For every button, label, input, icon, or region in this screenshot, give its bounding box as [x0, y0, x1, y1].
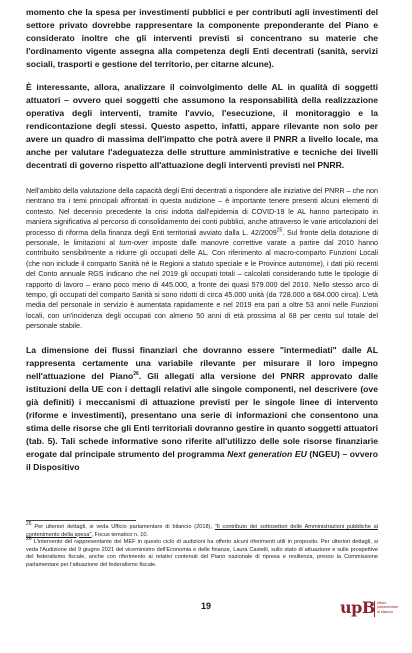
page-number: 19 — [200, 601, 211, 611]
footnote-26: $^{26}$ L'intervento del rappresentante del MEF in questo ciclo di audizioni ha offerto alcuni riferimenti utili in proposito. Per ulteriori dettagli, si veda l'Audizione del 9 giugno 2021 del viceministro dell'Economia e delle finanze, Laura Castelli, sullo stato di attuazione e sulle prospettive del federalismo fiscale, anche con riferimento ai relativi contenuti del Piano nazionale di ripresa e resilienza, presso la Commissione parlamentare per l'attuazione del federalismo fiscale. — [26, 536, 378, 568]
footnote-25: $^{25}$ Per ulteriori dettagli, si veda Ufficio parlamentare di bilancio (2018), "Il contributo dei sottosettori delle Amministrazioni pubbliche al contenimento della spesa", Focus tematico n. 10. — [26, 521, 378, 538]
logo-text: ufficio parlamentare di bilancio — [377, 601, 399, 614]
logo-mark: upB — [340, 598, 375, 617]
footnotes — [26, 521, 378, 570]
paragraph-spending-context: momento che la spesa per investimenti pubblici e per contributi agli investimenti del settore privato dovrebbe rappresentare la componente preponderante del Piano e considerato inoltre che gli interventi previsti si concentrano su materie che l'ordinamento vigente assegna alla competenza degli Enti decentrati (sanità, servizi sociali, trasporti e gestione del territorio, per citarne alcune). — [26, 7, 378, 69]
paragraph-implementing-bodies: È interessante, allora, analizzare il coinvolgimento delle AL in qualità di soggetti attuatori – ovvero quei soggetti che assumono la responsabilità della realizzazione operativa degli interventi, tramite l'avvio, l'esecuzione, il monitoraggio e la rendicontazione degli stessi. Questo aspetto, infatti, appare rilevante non solo per avere un quadro di massima dell'impatto che potrà avere il PNRR a livello locale, ma anche per valutare l'adeguatezza delle strutture amministrative e tecniche dei livelli decentrati di governo rispetto all'attuazione degli interventi previsti nel PNRR. — [26, 82, 378, 170]
upb-logo — [340, 598, 400, 622]
footnote-ref-25[interactable]: 25 — [276, 227, 283, 234]
footnote-ref-26[interactable]: 26 — [133, 370, 139, 377]
paragraph-financial-flows: La dimensione dei flussi finanziari che dovranno essere "intermediati" dalle AL rappresenta certamente una variabile rilevante per misurare il loro impegno nell'attuazione del Piano$^{26}$. Gli allegati alla versione del PNRR approvato dalle istituzioni della UE con i dettagli relativi alle singole componenti, nel descrivere (ove già definiti) i meccanismi di attuazione previsti per le singole linee di intervento (riforme e investimenti), presentano una serie di informazioni che consentono una stima delle risorse che gli Enti territoriali dovranno gestire in quanto soggetti attuatori (tab. 5). Tali schede informative sono riferite all'utilizzo delle sole risorse finanziarie erogate dal principale strumento del programma Next generation EU (NGEU) – ovvero il Dispositivo — [26, 344, 379, 472]
paragraph-context-elements: Nell'ambito della valutazione della capacità degli Enti decentrati a rispondere alle iniziative del PNRR – che non rientrano tra i temi principali affrontati in questa audizione – è importante tenere presenti alcuni elementi di contesto. Nel decennio precedente la crisi indotta dall'epidemia di COVID-19 le AL hanno partecipato in maniera significativa al percorso di consolidamento dei conti pubblici, anche attraverso le varie articolazioni del processo di riforma della finanza degli Enti territoriali avviato dalla L. 42/2009$^{25}$. Sul fronte della dotazione di personale, le limitazioni al turn-over imposte dalle manovre correttive varate a partire dal 2010 hanno contribuito sensibilmente a ridurre gli occupati delle AL. Con riferimento al macro-comparto Funzioni Locali (che non include il comparto Sanità né le Regioni a statuto speciale e le Province autonome), i dati più recenti del Conto annuale RGS indicano che nel 2019 gli occupati totali – calcolati considerando tutte le tipologie di rapporto di lavoro – erano poco meno di 445.000, a fronte dei quasi 579.000 del 2010. Nello stesso arco di tempo, gli occupati del comparto Sanità si sono ridotti di circa 45.000 unità (da 728.000 a 684.000 circa). L'età media del personale in servizio è aumentata rapidamente e nel 2019 era pari a oltre 53 anni nelle Funzioni locali, con un'incidenza degli occupati con almeno 50 anni di età prossima al 68 per cento sul totale del personale stabile. — [26, 187, 379, 331]
logo-divider — [374, 601, 375, 617]
document-body — [26, 6, 378, 474]
footnote-25-link[interactable]: "Il contributo dei sottosettori delle Amministrazioni pubbliche al contenimento della spesa" — [26, 524, 378, 538]
footnote-separator — [26, 520, 136, 521]
